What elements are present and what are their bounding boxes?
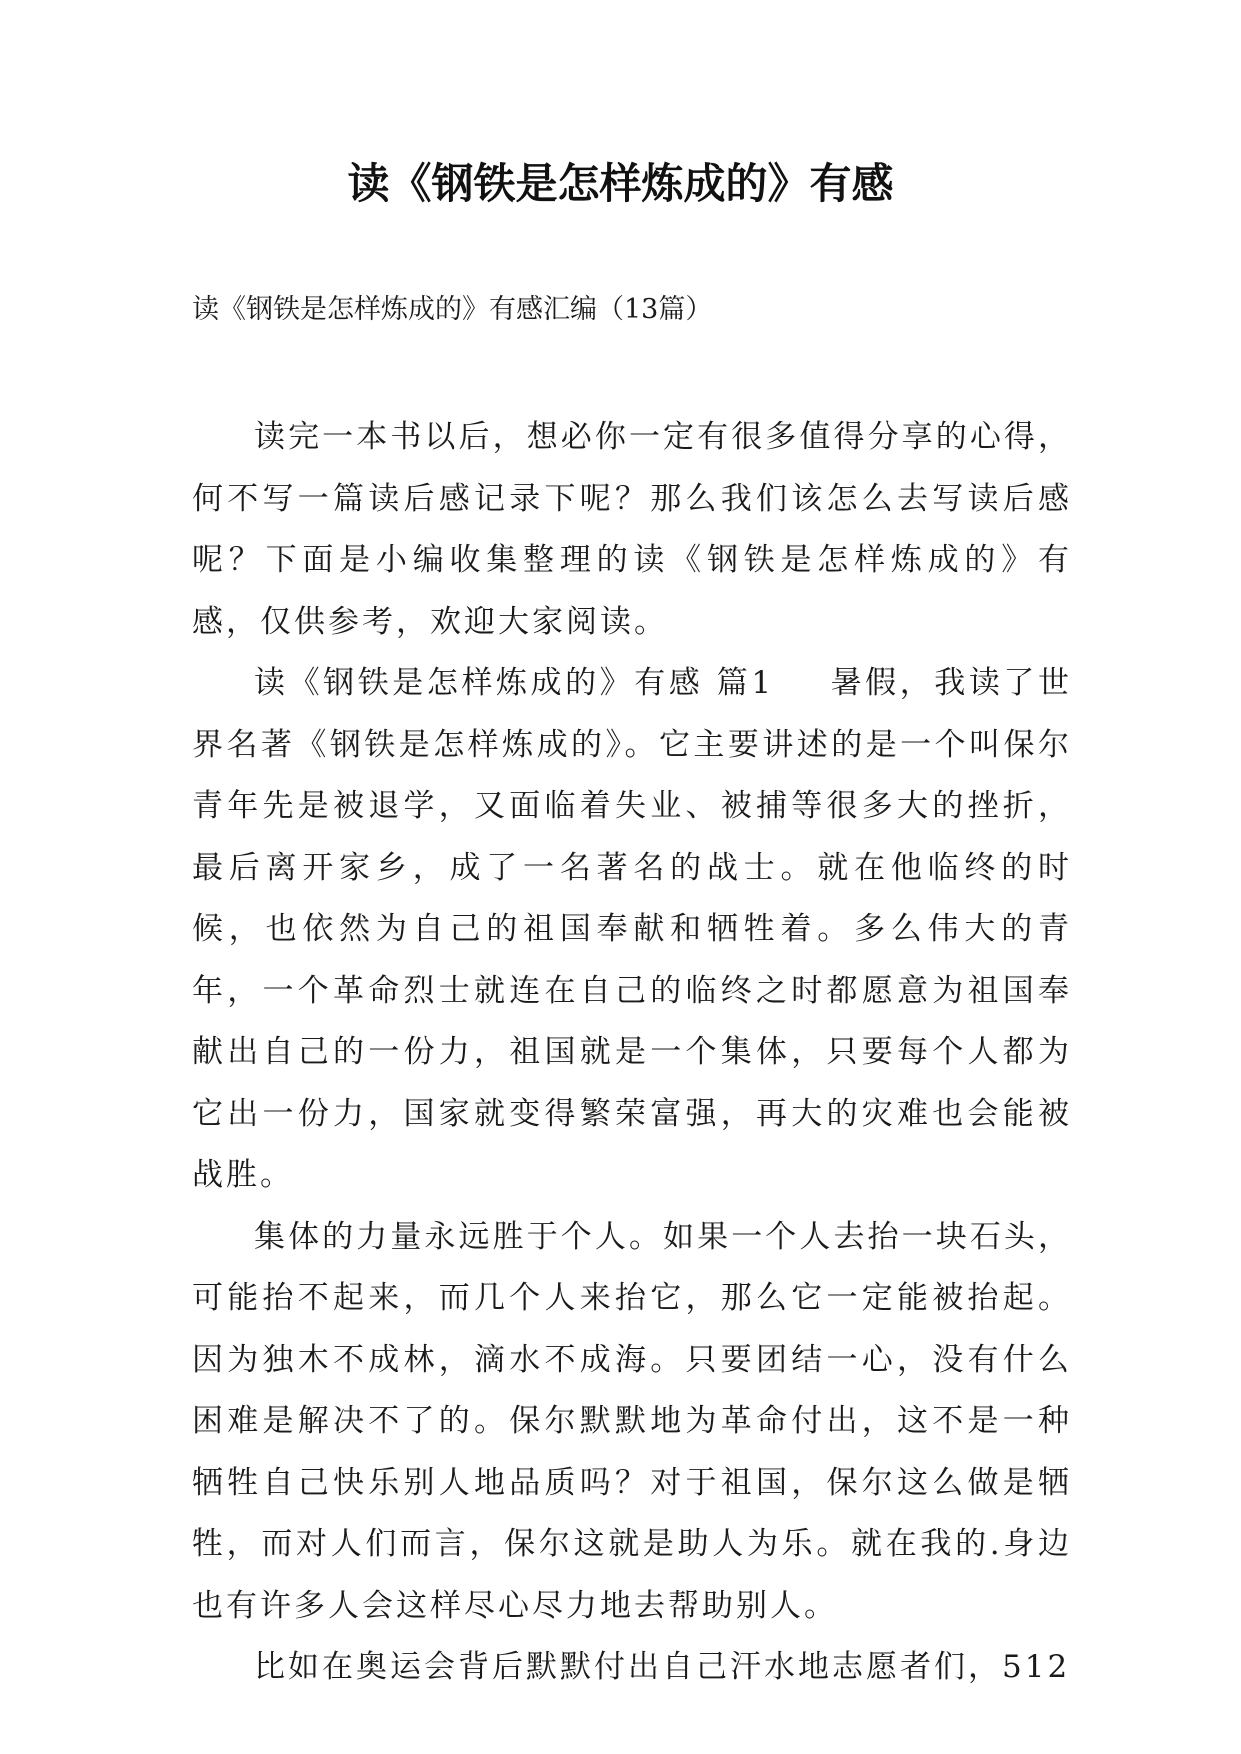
intro-paragraph: 读完一本书以后，想必你一定有很多值得分享的心得，何不写一篇读后感记录下呢？那么我们该怎么去写读后感呢？下面是小编收集整理的读《钢铁是怎样炼成的》有感，仅供参考，欢迎大家阅读。 <box>192 419 1072 640</box>
section-heading: 读《钢铁是怎样炼成的》有感 篇1 <box>254 665 775 701</box>
section-1-paragraph <box>192 653 1072 1207</box>
body-paragraph: 比如在奥运会背后默默付出自己汗水地志愿者们，512 <box>254 1649 1071 1685</box>
document-title: 读《钢铁是怎样炼成的》有感 <box>347 159 894 208</box>
section-1-text: 暑假，我读了世界名著《钢铁是怎样炼成的》。它主要讲述的是一个叫保尔青年先是被退学，又面临着失业、被捕等很多大的挫折，最后离开家乡，成了一名著名的战士。就在他临终的时候，也依然为自己的祖国奉献和牺牲着。多么伟大的青年，一个革命烈士就连在自己的临终之时都愿意为祖国奉献出自己的一份力，祖国就是一个集体，只要每个人都为它出一份力，国家就变得繁荣富强，再大的灾难也会能被战胜。 <box>192 665 1072 1193</box>
body-paragraph: 集体的力量永远胜于个人。如果一个人去抬一块石头，可能抬不起来，而几个人来抬它，那么它一定能被抬起。因为独木不成林，滴水不成海。只要团结一心，没有什么困难是解决不了的。保尔默默地为革命付出，这不是一种牺牲自己快乐别人地品质吗？对于祖国，保尔这么做是牺牲，而对人们而言，保尔这就是助人为乐。就在我的.身边也有许多人会这样尽心尽力地去帮助别人。 <box>192 1218 1072 1624</box>
document-body <box>192 407 1072 1699</box>
document-subtitle: 读《钢铁是怎样炼成的》有感汇编（13篇） <box>192 294 713 325</box>
